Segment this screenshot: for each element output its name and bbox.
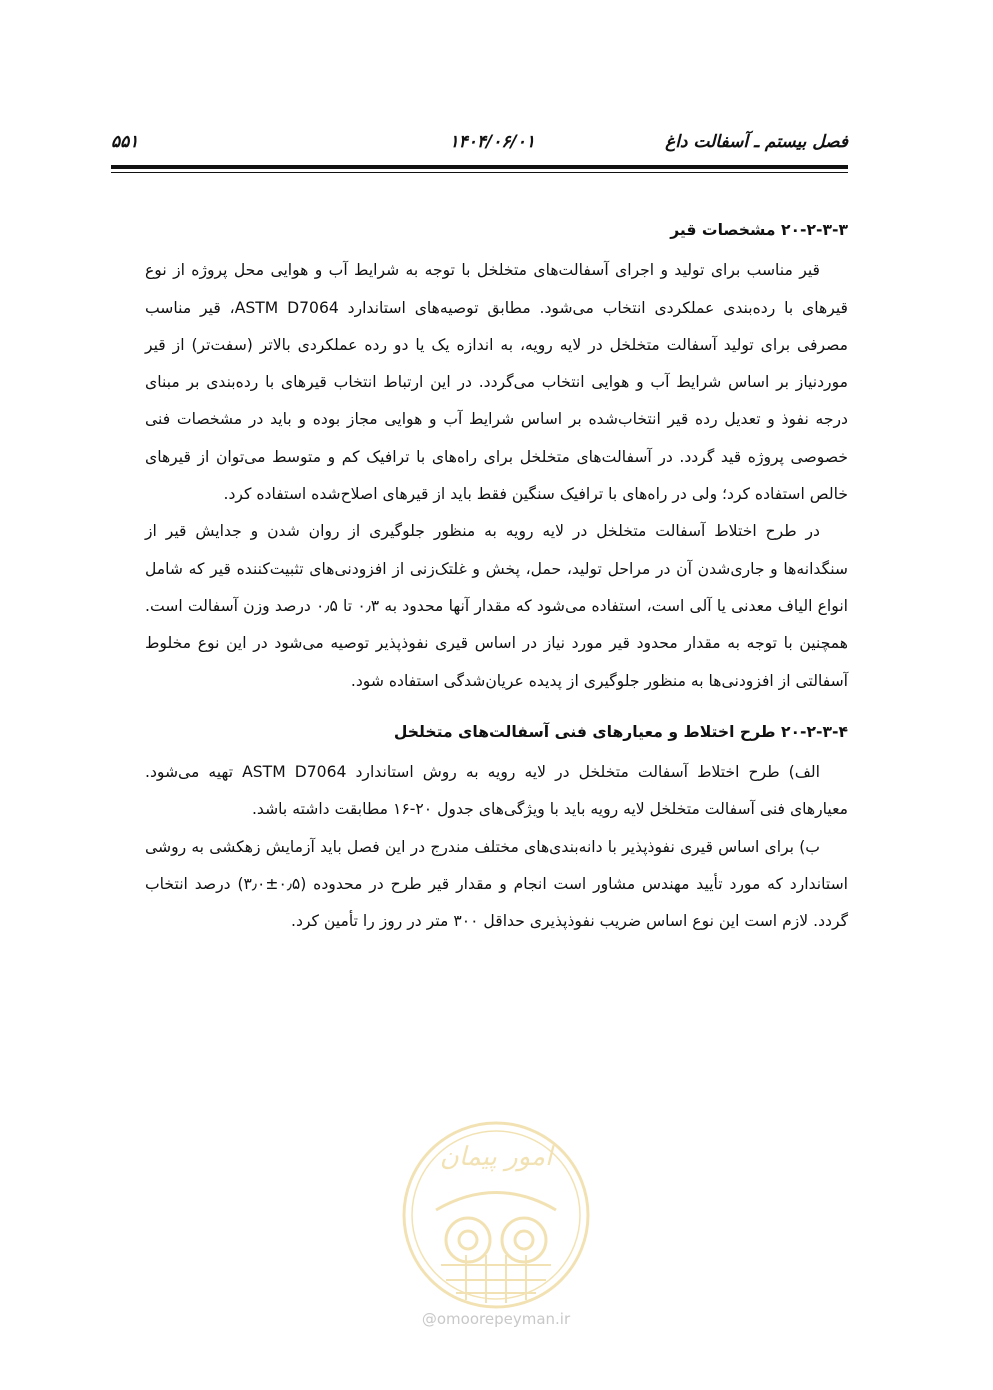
watermark-url: @omoorepeyman.ir bbox=[421, 1310, 571, 1328]
paragraph: در طرح اختلاط آسفالت متخلخل در لایه رویه به منظور جلوگیری از روان شدن و جدایش قیر از سنگدانه‌ها و جاری‌شدن آن در مراحل تولید، حمل، پخش و غلتک‌زنی از افزودنی‌های تثبیت‌کننده قیر که شامل انواع الیاف معدنی یا آلی است، استفاده می‌شود که مقدار آنها محدود به ۰٫۳ تا ۰٫۵ درصد وزن آسفالت است. همچنین با توجه به مقدار محدود قیر مورد نیاز در اساس قیری نفوذپذیر توصیه می‌شود در این نوع مخلوط آسفالتی از افزودنی‌ها به منظور جلوگیری از پدیده عریان‌شدگی استفاده شود. bbox=[145, 522, 848, 690]
header-rule-thick bbox=[111, 165, 848, 169]
page-number: ۵۵۱ bbox=[111, 132, 139, 152]
page-body bbox=[145, 212, 848, 941]
paragraph: ب) برای اساس قیری نفوذپذیر با دانه‌بندی‌های مختلف مندرج در این فصل باید آزمایش زهکشی به روشی استاندارد که مورد تأیید مهندس مشاور است انجام و مقدار قیر طرح در محدوده (۰٫۵±۳٫۰) درصد انتخاب گردد. لازم است این نوع اساس ضریب نفوذپذیری حداقل ۳۰۰ متر در روز را تأمین کرد. bbox=[145, 837, 848, 931]
section-heading-mix-design: ۲۰-۲-۳-۴ طرح اختلاط و معیارهای فنی آسفالت‌های متخلخل bbox=[393, 722, 848, 741]
watermark-logo-text: امور پیمان bbox=[439, 1142, 553, 1172]
header-rule-thin bbox=[111, 172, 848, 173]
chapter-title: فصل بیستم ـ آسفالت داغ bbox=[665, 132, 848, 152]
paragraph: الف) طرح اختلاط آسفالت متخلخل در لایه رویه به روش استاندارد ASTM D7064 تهیه می‌شود. معیارهای فنی آسفالت متخلخل لایه رویه باید با ویژگی‌های جدول ۲۰-۱۶ مطابقت داشته باشد. bbox=[145, 763, 848, 819]
section-heading-bitumen-spec: ۲۰-۲-۳-۳ مشخصات قیر bbox=[670, 221, 848, 239]
watermark-logo bbox=[396, 1115, 596, 1315]
page-header bbox=[111, 128, 848, 160]
header-date: ۱۴۰۴/۰۶/۰۱ bbox=[449, 132, 535, 152]
paragraph: قیر مناسب برای تولید و اجرای آسفالت‌های متخلخل با توجه به شرایط آب و هوایی محل پروژه از نوع قیرهای با رده‌بندی عملکردی انتخاب می‌شود. مطابق توصیه‌های استاندارد ASTM D7064، قیر مناسب مصرفی برای تولید آسفالت متخلخل در لایه رویه، به اندازه یک یا دو رده عملکردی بالاتر (سفت‌تر) از قیر موردنیاز بر اساس شرایط آب و هوایی انتخاب می‌گردد. در این ارتباط انتخاب قیرهای با رده‌بندی بر مبنای درجه نفوذ و تعدیل رده قیر انتخاب‌شده بر اساس شرایط آب و هوایی مجاز بوده و باید در مشخصات فنی خصوصی پروژه قید گردد. در آسفالت‌های متخلخل برای راه‌های با ترافیک کم و متوسط می‌توان از قیرهای خالص استفاده کرد؛ ولی در راه‌های با ترافیک سنگین فقط باید از قیرهای اصلاح‌شده استفاده کرد. bbox=[145, 261, 848, 504]
